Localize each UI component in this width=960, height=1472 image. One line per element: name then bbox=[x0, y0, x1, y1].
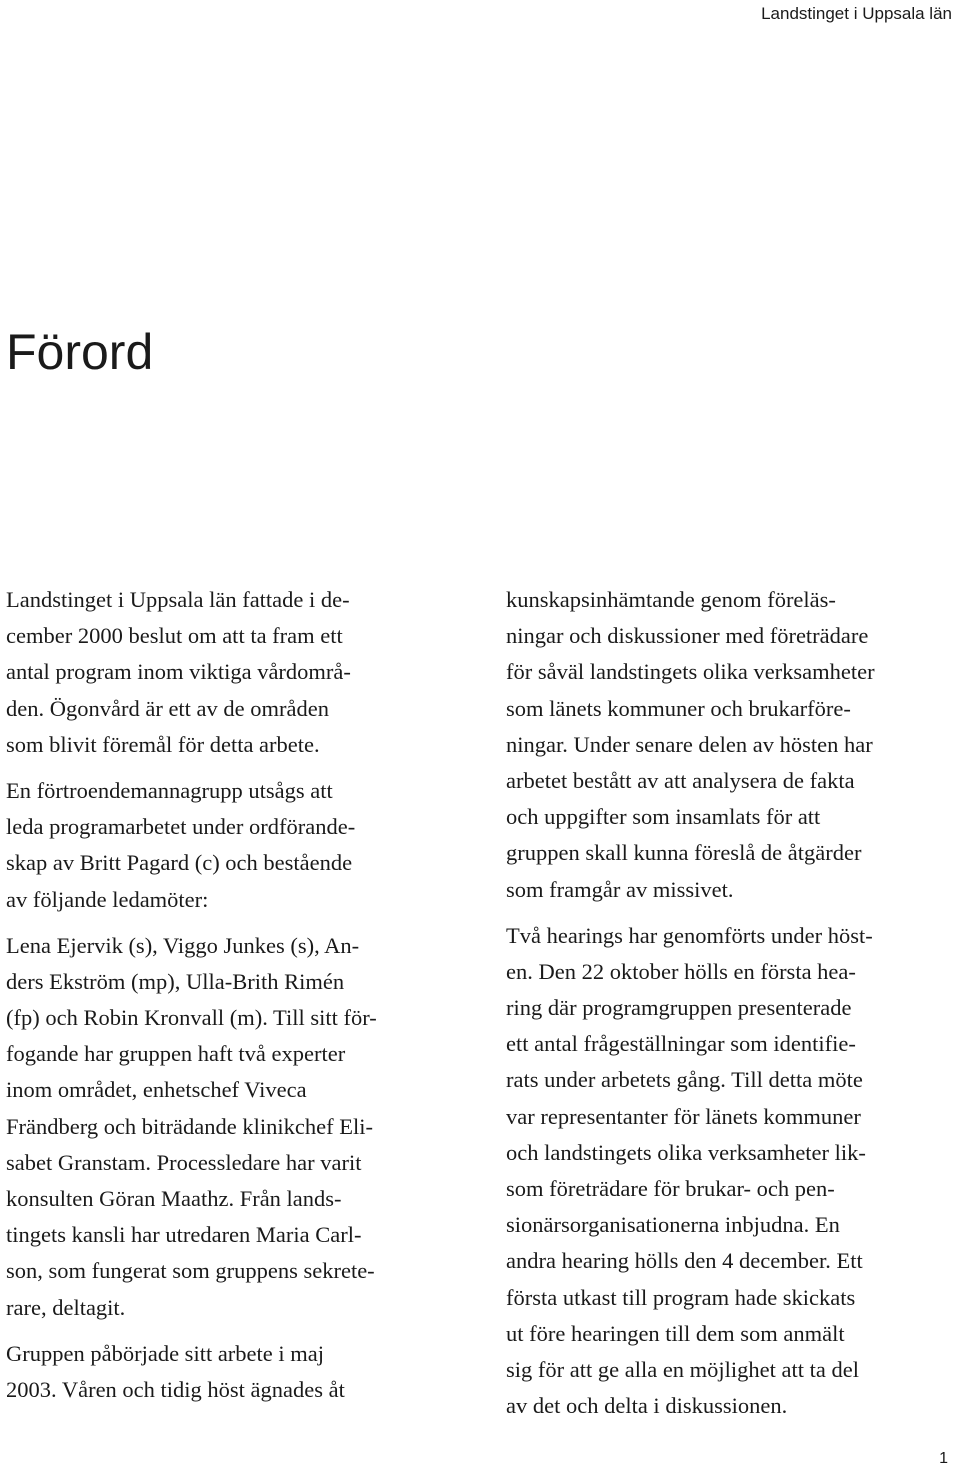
paragraph bbox=[6, 1336, 458, 1408]
text-line: som framgår av missivet. bbox=[506, 876, 734, 902]
text-line: 2003. Våren och tidig höst ägnades åt bbox=[6, 1376, 345, 1402]
text-line: Frändberg och biträdande klinikchef Eli- bbox=[6, 1113, 373, 1139]
text-line: av följande ledamöter: bbox=[6, 886, 209, 912]
text-line: leda programarbetet under ordförande- bbox=[6, 814, 356, 840]
text-line: Lena Ejervik (s), Viggo Junkes (s), An- bbox=[6, 932, 360, 958]
text-line: ders Ekström (mp), Ulla-Brith Rimén bbox=[6, 968, 345, 994]
text-line: kunskapsinhämtande genom föreläs- bbox=[506, 587, 836, 612]
paragraph bbox=[506, 582, 960, 908]
text-line: av det och delta i diskussionen. bbox=[506, 1393, 788, 1419]
page-number: 1 bbox=[939, 1450, 948, 1467]
text-line: fogande har gruppen haft två experter bbox=[6, 1041, 346, 1067]
text-line: (fp) och Robin Kronvall (m). Till sitt för- bbox=[6, 1005, 377, 1031]
text-line: som länets kommuner och brukarföre- bbox=[506, 695, 851, 721]
text-line: rare, deltagit. bbox=[6, 1294, 126, 1320]
text-line: En förtroendemannagrupp utsågs att bbox=[6, 777, 333, 803]
text-line: och landstingets olika verksamheter lik- bbox=[506, 1139, 866, 1165]
text-line: Gruppen påbörjade sitt arbete i maj bbox=[6, 1340, 325, 1366]
text-line: ett antal frågeställningar som identifie- bbox=[506, 1031, 856, 1057]
text-line: cember 2000 beslut om att ta fram ett bbox=[6, 623, 343, 649]
text-line: sig för att ge alla en möjlighet att ta del bbox=[506, 1356, 860, 1382]
left-column bbox=[6, 582, 458, 1408]
text-line: en. Den 22 oktober hölls en första hea- bbox=[506, 958, 856, 984]
text-line: tingets kansli har utredaren Maria Carl- bbox=[6, 1222, 362, 1248]
right-column bbox=[506, 582, 960, 1424]
text-line: konsulten Göran Maathz. Från lands- bbox=[6, 1186, 342, 1211]
text-line: inom området, enhetschef Viveca bbox=[6, 1077, 307, 1103]
text-line: ut före hearingen till dem som anmält bbox=[506, 1320, 845, 1346]
page-title: Förord bbox=[6, 324, 154, 380]
text-line: den. Ögonvård är ett av de områden bbox=[6, 695, 329, 721]
text-line: andra hearing hölls den 4 december. Ett bbox=[506, 1248, 863, 1274]
paragraph bbox=[6, 928, 458, 1326]
text-line: rats under arbetets gång. Till detta möte bbox=[506, 1067, 863, 1093]
text-line: för såväl landstingets olika verksamheter bbox=[506, 659, 875, 685]
paragraph bbox=[6, 773, 458, 918]
text-line: och uppgifter som insamlats för att bbox=[506, 804, 821, 830]
text-line: ningar. Under senare delen av hösten har bbox=[506, 731, 873, 757]
text-line: gruppen skall kunna föreslå de åtgärder bbox=[506, 840, 862, 866]
text-line: var representanter för länets kommuner bbox=[506, 1103, 861, 1129]
text-line: son, som fungerat som gruppens sekrete- bbox=[6, 1258, 375, 1284]
text-line: Landstinget i Uppsala län fattade i de- bbox=[6, 587, 350, 612]
text-line: sionärsorganisationerna inbjudna. En bbox=[506, 1212, 840, 1238]
running-header: Landstinget i Uppsala län bbox=[761, 4, 952, 23]
text-line: arbetet bestått av att analysera de fakta bbox=[506, 767, 855, 793]
text-line: skap av Britt Pagard (c) och bestående bbox=[6, 850, 353, 876]
text-line: Två hearings har genomförts under höst- bbox=[506, 922, 873, 948]
text-line: som företrädare för brukar- och pen- bbox=[506, 1176, 835, 1201]
paragraph bbox=[6, 582, 458, 763]
text-line: antal program inom viktiga vårdområ- bbox=[6, 659, 351, 685]
paragraph bbox=[506, 918, 960, 1425]
text-line: som blivit föremål för detta arbete. bbox=[6, 731, 320, 757]
text-line: första utkast till program hade skickats bbox=[506, 1284, 856, 1310]
text-line: ningar och diskussioner med företrädare bbox=[506, 623, 869, 649]
text-line: ring där programgruppen presenterade bbox=[506, 995, 852, 1021]
text-line: sabet Granstam. Processledare har varit bbox=[6, 1149, 362, 1175]
